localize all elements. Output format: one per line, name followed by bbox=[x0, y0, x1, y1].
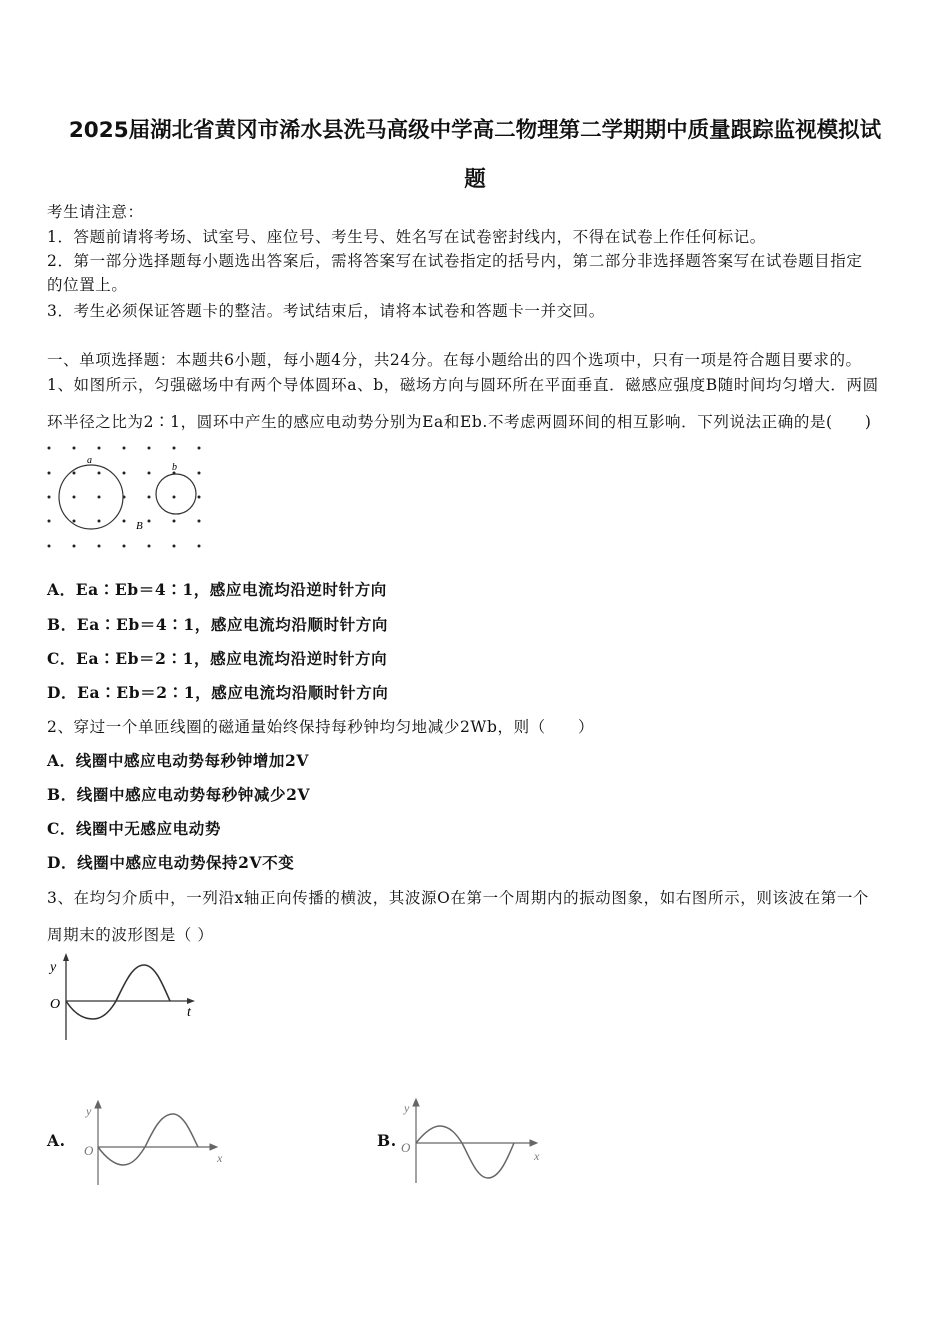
field-dot bbox=[148, 545, 151, 548]
axis-t-label: t bbox=[187, 1005, 191, 1020]
title-line-2: 题 bbox=[464, 167, 486, 192]
field-dot bbox=[173, 447, 176, 450]
axis-y-label: y bbox=[86, 1104, 92, 1118]
magnetic-field-dots bbox=[48, 447, 201, 548]
field-dot bbox=[48, 496, 51, 499]
field-dot bbox=[198, 545, 201, 548]
field-dot bbox=[48, 520, 51, 523]
q2-option-a[interactable]: A．线圈中感应电动势每秒钟增加2V bbox=[47, 751, 310, 770]
field-dot bbox=[148, 447, 151, 450]
q2-option-c[interactable]: C．线圈中无感应电动势 bbox=[47, 819, 221, 838]
q3-stem-line2: 周期末的波形图是（ ） bbox=[47, 926, 214, 944]
ring-a-label: a bbox=[87, 455, 92, 466]
field-dot bbox=[123, 545, 126, 548]
field-dot bbox=[98, 447, 101, 450]
q1-option-a[interactable]: A．Ea∶Eb＝4∶1，感应电流均沿逆时针方向 bbox=[47, 580, 387, 599]
ring-a bbox=[59, 465, 123, 529]
field-dot bbox=[123, 447, 126, 450]
ring-b-label: b bbox=[172, 462, 177, 473]
field-dot bbox=[48, 447, 51, 450]
origin-label: O bbox=[401, 1140, 411, 1155]
field-dot bbox=[73, 496, 76, 499]
notice-item: 3．考生必须保证答题卡的整洁。考试结束后，请将本试卷和答题卡一并交回。 bbox=[47, 302, 605, 320]
field-dot bbox=[73, 447, 76, 450]
field-dot bbox=[73, 520, 76, 523]
title-line-1: 2025届湖北省黄冈市浠水县洗马高级中学高二物理第二学期期中质量跟踪监视模拟试 bbox=[68, 118, 882, 143]
field-dot bbox=[198, 472, 201, 475]
field-dot bbox=[98, 545, 101, 548]
axis-x-label: x bbox=[534, 1149, 540, 1163]
field-dot bbox=[148, 496, 151, 499]
field-dot bbox=[48, 472, 51, 475]
q3-option-a[interactable]: A. bbox=[47, 1131, 66, 1150]
field-dot bbox=[48, 545, 51, 548]
notice-item: 1．答题前请将考场、试室号、座位号、考生号、姓名写在试卷密封线内，不得在试卷上作任何标记。 bbox=[47, 228, 766, 246]
axis-y-label: y bbox=[50, 960, 57, 975]
option-b-waveform bbox=[401, 1099, 540, 1183]
origin-label: O bbox=[50, 997, 61, 1012]
q1-stem-line1: 1、如图所示，匀强磁场中有两个导体圆环a、b，磁场方向与圆环所在平面垂直．磁感应强度B随时间均匀增大．两圆 bbox=[47, 376, 879, 394]
field-dot bbox=[73, 545, 76, 548]
field-dot bbox=[73, 472, 76, 475]
notice-heading: 考生请注意： bbox=[47, 203, 144, 221]
q2-option-d[interactable]: D．线圈中感应电动势保持2V不变 bbox=[47, 853, 295, 872]
field-dot bbox=[123, 472, 126, 475]
field-dot bbox=[148, 520, 151, 523]
field-dot bbox=[173, 545, 176, 548]
notice-item: 的位置上。 bbox=[47, 276, 128, 294]
q1-option-c[interactable]: C．Ea∶Eb＝2∶1，感应电流均沿逆时针方向 bbox=[47, 649, 388, 668]
field-b-label: B bbox=[136, 520, 143, 532]
q2-stem: 2、穿过一个单匝线圈的磁通量始终保持每秒钟均匀地减少2Wb，则（ ） bbox=[47, 718, 595, 736]
field-dot bbox=[148, 472, 151, 475]
source-vibration-graph bbox=[48, 953, 195, 1040]
field-dot bbox=[98, 472, 101, 475]
field-dot bbox=[98, 496, 101, 499]
field-dot bbox=[173, 496, 176, 499]
q3-stem-line1: 3、在均匀介质中，一列沿x轴正向传播的横波，其波源O在第一个周期内的振动图象，如右图所示，则该波在第一个 bbox=[47, 889, 870, 907]
notice-item: 2．第一部分选择题每小题选出答案后，需将答案写在试卷指定的括号内，第二部分非选择题答案写在试卷题目指定 bbox=[47, 252, 863, 270]
q1-option-b[interactable]: B．Ea∶Eb＝4∶1，感应电流均沿顺时针方向 bbox=[47, 615, 388, 634]
q1-stem-line2: 环半径之比为2∶1，圆环中产生的感应电动势分别为Ea和Eb.不考虑两圆环间的相互影响．下列说法正确的是( ) bbox=[47, 413, 872, 431]
q2-option-b[interactable]: B．线圈中感应电动势每秒钟减少2V bbox=[47, 785, 311, 804]
section-heading: 一、单项选择题：本题共6小题，每小题4分，共24分。在每小题给出的四个选项中，只有一项是符合题目要求的。 bbox=[47, 351, 862, 369]
origin-label: O bbox=[84, 1143, 94, 1158]
axis-x-label: x bbox=[217, 1151, 223, 1165]
field-dot bbox=[173, 520, 176, 523]
field-dot bbox=[98, 520, 101, 523]
field-dot bbox=[198, 447, 201, 450]
field-dot bbox=[123, 520, 126, 523]
q3-option-b[interactable]: B. bbox=[377, 1131, 397, 1150]
field-dot bbox=[198, 496, 201, 499]
ring-b bbox=[156, 474, 196, 514]
q1-option-d[interactable]: D．Ea∶Eb＝2∶1，感应电流均沿顺时针方向 bbox=[47, 683, 389, 702]
axis-y-label: y bbox=[404, 1101, 410, 1115]
field-dot bbox=[198, 520, 201, 523]
option-a-waveform bbox=[84, 1101, 223, 1185]
